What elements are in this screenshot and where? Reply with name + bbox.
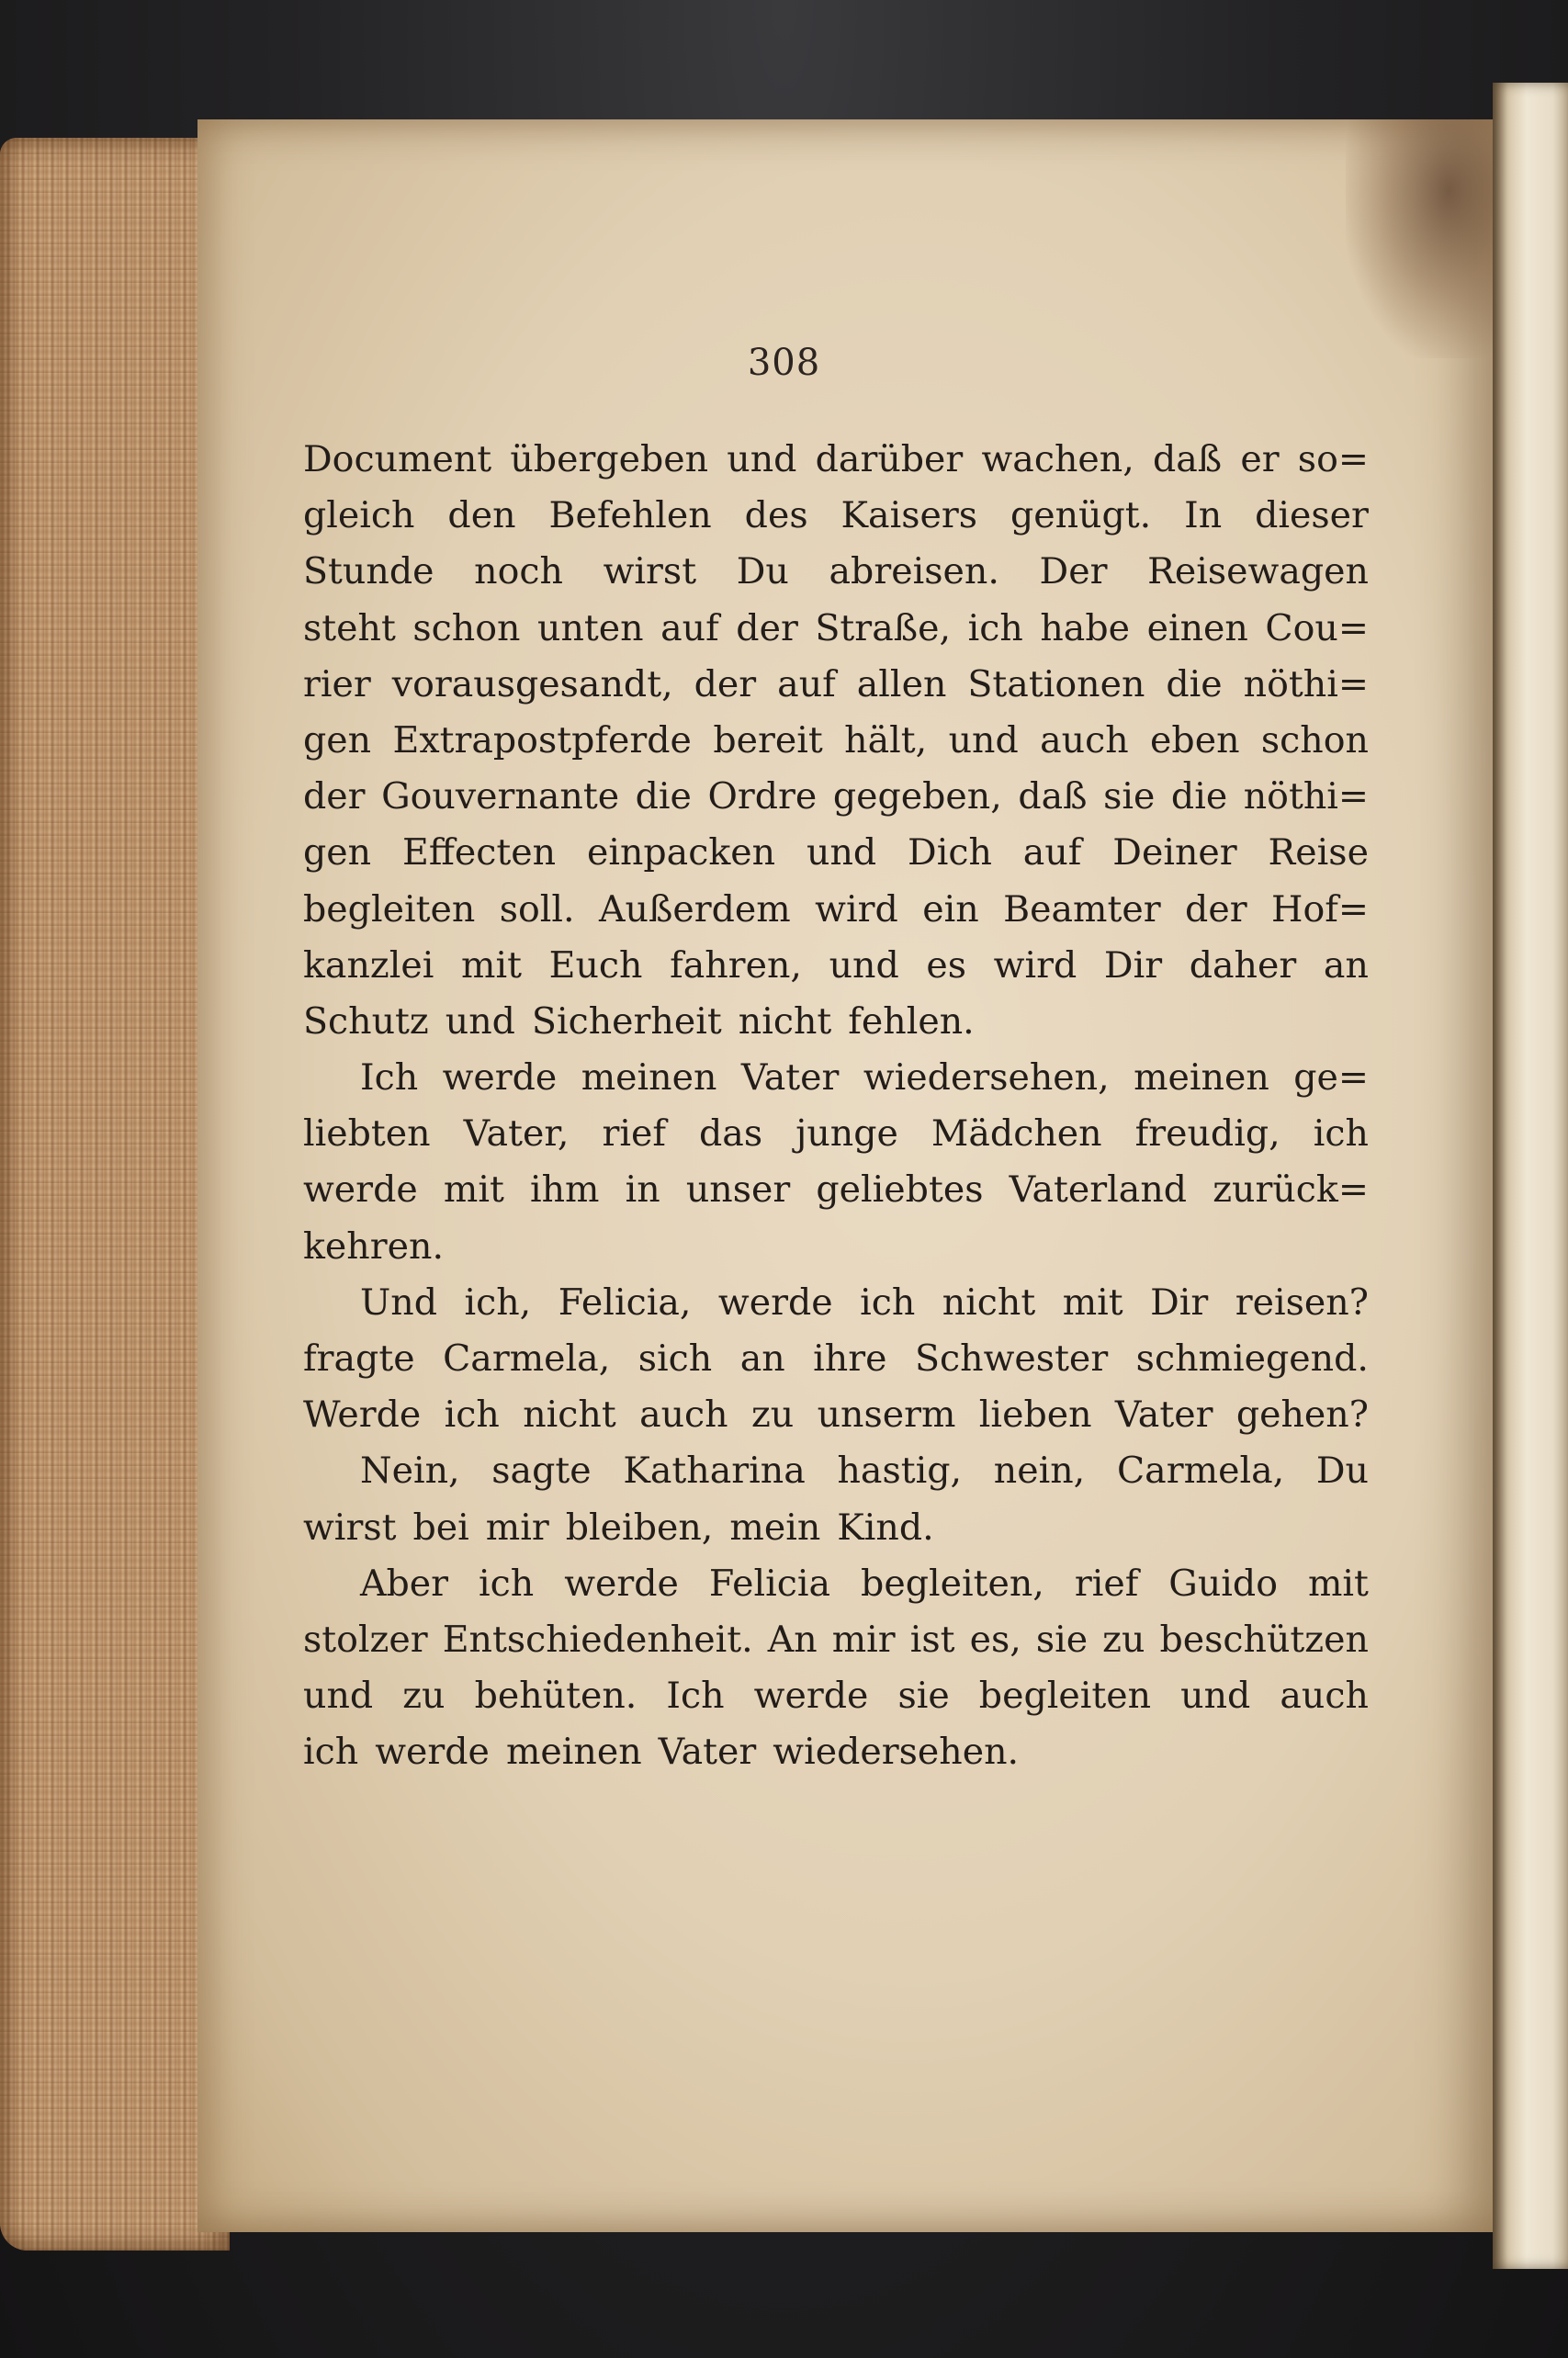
word: zurück= <box>1213 1168 1369 1212</box>
text-line <box>303 1275 1369 1331</box>
word: auch <box>1040 718 1129 762</box>
text-line <box>303 1106 1369 1162</box>
word: mit <box>461 943 522 987</box>
word: steht <box>303 606 396 649</box>
word: einen <box>1146 606 1248 649</box>
word: einpacken <box>586 831 776 874</box>
word: und <box>727 438 797 480</box>
word: rier <box>303 662 371 705</box>
word: die <box>1166 662 1223 705</box>
word: an <box>739 1337 785 1380</box>
word: Euch <box>548 943 643 987</box>
word: meinen <box>505 1731 642 1774</box>
word: freudig, <box>1134 1112 1280 1156</box>
word: ich <box>1313 1112 1369 1156</box>
word: der <box>694 662 757 705</box>
word: hastig, <box>837 1450 963 1493</box>
text-line <box>303 1050 1369 1106</box>
word: die <box>635 775 692 818</box>
word: mir <box>831 1618 896 1661</box>
word: werde <box>303 1168 418 1212</box>
word: unten <box>537 606 644 649</box>
word: Und <box>360 1281 438 1324</box>
word: Befehlen <box>548 494 712 537</box>
text-line <box>303 713 1369 769</box>
word: werde <box>375 1731 490 1774</box>
word: an <box>1323 943 1369 987</box>
word: Außerdem <box>599 887 791 931</box>
word: nicht <box>523 1393 616 1437</box>
text-line <box>303 1612 1369 1668</box>
word: Beamter <box>1003 887 1161 931</box>
word: werde <box>564 1562 679 1605</box>
word: und <box>445 999 515 1043</box>
word: Dich <box>908 831 992 874</box>
word: mit <box>443 1168 504 1212</box>
word: Dir <box>1150 1281 1209 1324</box>
word: Schwester <box>914 1337 1109 1380</box>
word: ich <box>303 1731 359 1774</box>
word: Hof= <box>1271 887 1369 931</box>
body-text <box>303 432 1369 1781</box>
word: Carmela, <box>443 1337 611 1380</box>
word: gleich <box>303 494 415 537</box>
word: rief <box>1074 1562 1139 1605</box>
word: Cou= <box>1265 606 1369 649</box>
word: Reisewagen <box>1147 550 1369 593</box>
word: so= <box>1297 438 1369 480</box>
word: reisen? <box>1235 1281 1369 1324</box>
word: den <box>447 494 516 537</box>
word: vorausgesandt, <box>391 662 673 705</box>
word: wirst <box>603 550 697 593</box>
page-number: 308 <box>747 342 821 384</box>
word: Vater <box>658 1731 757 1774</box>
text-line <box>303 1162 1369 1218</box>
word: Stationen <box>967 662 1145 705</box>
word: ihre <box>813 1337 887 1380</box>
word: auch <box>639 1393 728 1437</box>
word: kehren. <box>303 1224 445 1268</box>
word: mein <box>729 1506 821 1549</box>
word: in <box>625 1168 660 1212</box>
word: Carmela, <box>1116 1450 1285 1493</box>
word: nicht <box>738 999 832 1043</box>
word: ein <box>922 887 979 931</box>
text-line <box>303 657 1369 713</box>
word: der <box>736 606 798 649</box>
word: Ich <box>360 1056 419 1100</box>
text-line <box>303 825 1369 881</box>
text-line <box>303 882 1369 938</box>
word: nicht <box>942 1281 1036 1324</box>
word: soll. <box>499 887 575 931</box>
word: wiedersehen, <box>863 1056 1110 1100</box>
word: und <box>948 718 1019 762</box>
word: die <box>1170 775 1228 818</box>
word: In <box>1184 494 1223 537</box>
word: sie <box>1103 775 1156 818</box>
text-line <box>303 994 1369 1050</box>
word: Stunde <box>303 550 434 593</box>
word: unserm <box>817 1393 956 1437</box>
word: dieser <box>1255 494 1369 537</box>
text-line <box>303 1668 1369 1724</box>
word: Ich <box>666 1675 725 1718</box>
word: nein, <box>993 1450 1086 1493</box>
word: liebten <box>303 1112 431 1156</box>
facing-page-edge <box>1493 83 1568 2269</box>
word: auch <box>1280 1675 1369 1718</box>
word: fehlen. <box>848 999 975 1043</box>
word: Kaisers <box>840 494 978 537</box>
word: zu <box>402 1675 446 1718</box>
word: und <box>1180 1675 1251 1718</box>
word: Extrapostpferde <box>392 718 692 762</box>
word: Ordre <box>707 775 818 818</box>
word: wird <box>993 943 1077 987</box>
word: Schutz <box>303 999 429 1043</box>
word: daher <box>1189 943 1297 987</box>
text-line <box>303 432 1369 488</box>
word: Du <box>1315 1450 1369 1493</box>
word: ist <box>909 1618 955 1661</box>
word: Nein, <box>360 1450 460 1493</box>
word: und <box>303 1675 374 1718</box>
word: zu <box>1102 1618 1145 1661</box>
word: eben <box>1150 718 1240 762</box>
text-line <box>303 488 1369 544</box>
word: und <box>829 943 899 987</box>
word: Vater, <box>463 1112 570 1156</box>
word: ich <box>860 1281 916 1324</box>
text-line <box>303 1331 1369 1387</box>
word: unser <box>685 1168 791 1212</box>
word: er <box>1240 438 1280 480</box>
word: ich <box>967 606 1023 649</box>
word: ihm <box>529 1168 600 1212</box>
word: bei <box>412 1506 469 1549</box>
word: Vater <box>740 1056 840 1100</box>
word: ich, <box>464 1281 532 1324</box>
word: Mädchen <box>931 1112 1102 1156</box>
word: habe <box>1040 606 1131 649</box>
word: Document <box>303 438 492 480</box>
word: behüten. <box>474 1675 637 1718</box>
word: An <box>767 1618 818 1661</box>
text-line <box>303 1500 1369 1556</box>
word: allen <box>856 662 947 705</box>
word: es, <box>969 1618 1021 1661</box>
word: werde <box>442 1056 558 1100</box>
word: gen <box>303 831 372 874</box>
word: gen <box>303 718 372 762</box>
word: bereit <box>713 718 823 762</box>
word: und <box>807 831 877 874</box>
word: ge= <box>1293 1056 1369 1100</box>
word: Felicia <box>708 1562 831 1605</box>
word: schon <box>412 606 521 649</box>
word: schon <box>1260 718 1369 762</box>
word: begleiten <box>978 1675 1152 1718</box>
word: geliebtes <box>816 1168 984 1212</box>
word: Katharina <box>623 1450 806 1493</box>
word: beschützen <box>1159 1618 1369 1661</box>
word: Aber <box>360 1562 449 1605</box>
word: darüber <box>815 438 964 480</box>
word: ich <box>479 1562 535 1605</box>
text-line <box>303 1387 1369 1443</box>
word: begleiten <box>303 887 476 931</box>
word: der <box>1185 887 1247 931</box>
text-line <box>303 544 1369 600</box>
word: es <box>926 943 967 987</box>
word: sie <box>1035 1618 1089 1661</box>
text-line <box>303 769 1369 825</box>
word: daß <box>1018 775 1088 818</box>
word: ich <box>444 1393 500 1437</box>
word: fragte <box>303 1337 415 1380</box>
word: sagte <box>491 1450 592 1493</box>
word: Vater <box>1114 1393 1213 1437</box>
word: sie <box>897 1675 950 1718</box>
word: Vaterland <box>1009 1168 1188 1212</box>
word: Straße, <box>815 606 952 649</box>
text-line <box>303 938 1369 994</box>
word: der <box>303 775 366 818</box>
word: sich <box>637 1337 713 1380</box>
word: daß <box>1152 438 1223 480</box>
text-line <box>303 1443 1369 1499</box>
word: wird <box>815 887 898 931</box>
word: Guido <box>1168 1562 1278 1605</box>
word: junge <box>795 1112 898 1156</box>
word: auf <box>1022 831 1082 874</box>
word: das <box>698 1112 763 1156</box>
word: nöthi= <box>1243 662 1369 705</box>
text-line <box>303 601 1369 657</box>
word: rief <box>602 1112 666 1156</box>
word: Kind. <box>837 1506 934 1549</box>
text-line <box>303 1219 1369 1275</box>
word: begleiten, <box>861 1562 1044 1605</box>
page-stain <box>1346 119 1493 358</box>
word: lieben <box>978 1393 1092 1437</box>
word: gegeben, <box>832 775 1002 818</box>
word: wiedersehen. <box>773 1731 1020 1774</box>
word: auf <box>660 606 719 649</box>
word: Felicia, <box>558 1281 692 1324</box>
word: zu <box>750 1393 795 1437</box>
word: kanzlei <box>303 943 434 987</box>
word: hält, <box>844 718 928 762</box>
word: Entschiedenheit. <box>442 1618 753 1661</box>
text-line <box>303 1724 1369 1780</box>
word: meinen <box>1134 1056 1269 1100</box>
word: gehen? <box>1235 1393 1369 1437</box>
word: Der <box>1039 550 1108 593</box>
word: noch <box>474 550 563 593</box>
word: fahren, <box>670 943 802 987</box>
text-line <box>303 1556 1369 1612</box>
word: genügt. <box>1010 494 1152 537</box>
word: Sicherheit <box>531 999 722 1043</box>
word: mit <box>1062 1281 1123 1324</box>
word: wachen, <box>981 438 1134 480</box>
word: des <box>744 494 808 537</box>
word: schmiegend. <box>1135 1337 1369 1380</box>
word: meinen <box>581 1056 717 1100</box>
word: Deiner <box>1112 831 1237 874</box>
word: werde <box>753 1675 869 1718</box>
word: auf <box>777 662 836 705</box>
word: werde <box>717 1281 833 1324</box>
word: stolzer <box>303 1618 428 1661</box>
word: mit <box>1307 1562 1369 1605</box>
word: Gouvernante <box>381 775 620 818</box>
word: übergeben <box>510 438 709 480</box>
word: bleiben, <box>565 1506 714 1549</box>
word: abreisen. <box>829 550 999 593</box>
word: Werde <box>303 1393 422 1437</box>
word: mir <box>485 1506 549 1549</box>
word: Effecten <box>401 831 557 874</box>
word: Dir <box>1103 943 1163 987</box>
word: wirst <box>303 1506 397 1549</box>
word: Du <box>736 550 789 593</box>
book-fore-edge <box>0 138 230 2251</box>
word: nöthi= <box>1243 775 1369 818</box>
word: Reise <box>1268 831 1369 874</box>
